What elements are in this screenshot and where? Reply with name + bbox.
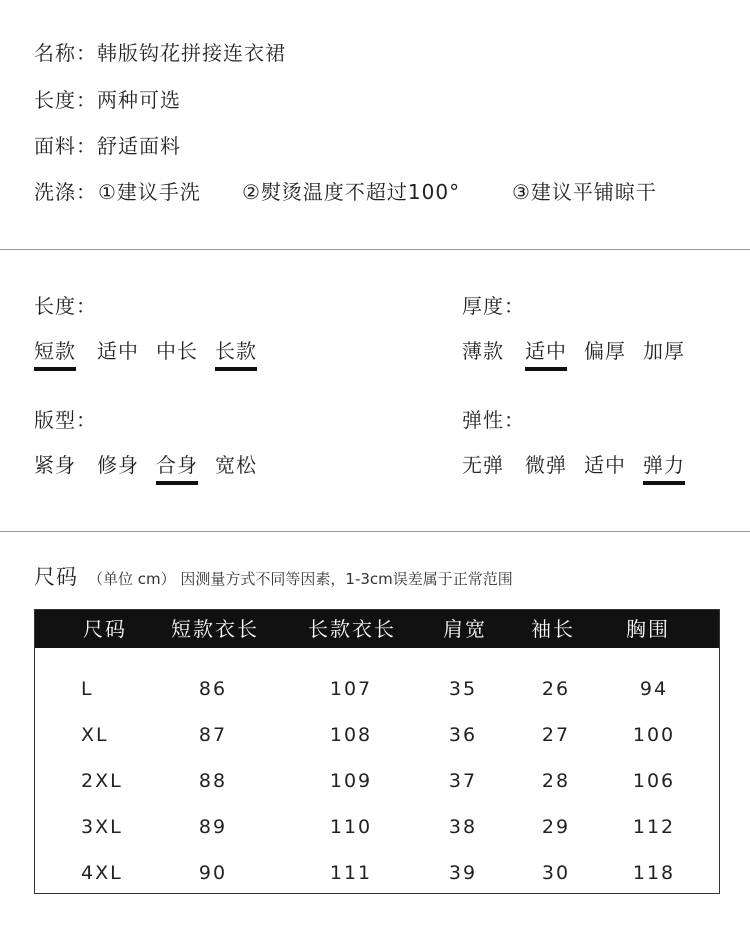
attr-option: 加厚	[643, 339, 685, 363]
table-cell: 88	[198, 770, 228, 792]
table-cell: 29	[541, 816, 571, 838]
attr-option: 宽松	[215, 453, 257, 477]
section-divider	[0, 531, 750, 532]
wash-item: ③建议平铺晾干	[512, 180, 657, 204]
product-length: 长度：两种可选	[34, 88, 181, 112]
attr-title-fit: 版型：	[34, 408, 97, 432]
attr-option: 偏厚	[584, 339, 626, 363]
section-divider	[0, 249, 750, 250]
table-cell: 106	[632, 770, 676, 792]
table-header-cell: 尺码	[83, 617, 127, 641]
table-row	[35, 666, 719, 712]
size-table	[34, 609, 720, 894]
table-header-cell: 肩宽	[443, 617, 487, 641]
table-cell: 90	[198, 862, 228, 884]
table-cell: 109	[329, 770, 373, 792]
attr-title-thickness: 厚度：	[462, 294, 525, 318]
attr-option: 无弹	[462, 453, 504, 477]
wash-item: ②熨烫温度不超过100°	[242, 180, 461, 204]
table-header-cell: 袖长	[531, 617, 575, 641]
table-cell: 27	[541, 724, 571, 746]
size-chart-title: 尺码	[34, 565, 78, 589]
attr-option: 长款	[215, 335, 257, 371]
attr-option: 适中	[584, 453, 626, 477]
table-cell: 36	[448, 724, 478, 746]
table-cell: 38	[448, 816, 478, 838]
table-cell: 30	[541, 862, 571, 884]
attr-title-length: 长度：	[34, 294, 97, 318]
product-name: 名称：韩版钩花拼接连衣裙	[34, 41, 286, 65]
table-cell: 110	[329, 816, 373, 838]
table-cell: 4XL	[81, 862, 123, 884]
table-cell: 112	[632, 816, 676, 838]
table-cell: 118	[632, 862, 676, 884]
table-row	[35, 712, 719, 758]
attr-option: 紧身	[34, 453, 76, 477]
table-row	[35, 758, 719, 804]
table-cell: 111	[329, 862, 373, 884]
attr-option: 短款	[34, 335, 76, 371]
size-chart-header	[34, 561, 513, 591]
size-table-header	[35, 610, 719, 648]
table-cell: L	[81, 678, 94, 700]
attr-option: 适中	[97, 339, 139, 363]
attr-option: 合身	[156, 449, 198, 485]
product-fabric: 面料：舒适面料	[34, 134, 181, 158]
table-cell: 28	[541, 770, 571, 792]
attr-option: 修身	[97, 453, 139, 477]
table-cell: 37	[448, 770, 478, 792]
attr-option: 弹力	[643, 449, 685, 485]
table-header-cell: 长款衣长	[308, 617, 396, 641]
table-cell: 100	[632, 724, 676, 746]
table-cell: 39	[448, 862, 478, 884]
attr-option: 适中	[525, 335, 567, 371]
table-cell: 2XL	[81, 770, 123, 792]
table-cell: 107	[329, 678, 373, 700]
table-cell: 86	[198, 678, 228, 700]
table-cell: 35	[448, 678, 478, 700]
wash-item: ①建议手洗	[98, 180, 201, 204]
wash-instructions	[34, 176, 734, 204]
table-header-cell: 胸围	[626, 617, 670, 641]
table-cell: 87	[198, 724, 228, 746]
attr-option: 中长	[156, 339, 198, 363]
table-row	[35, 804, 719, 850]
size-chart-note: （单位 cm） 因测量方式不同等因素，1-3cm误差属于正常范围	[88, 570, 513, 588]
table-cell: 89	[198, 816, 228, 838]
wash-label: 洗涤：	[34, 180, 97, 204]
attr-option: 微弹	[525, 453, 567, 477]
table-cell: 108	[329, 724, 373, 746]
table-cell: 3XL	[81, 816, 123, 838]
table-header-cell: 短款衣长	[171, 617, 259, 641]
table-row	[35, 850, 719, 896]
table-cell: 26	[541, 678, 571, 700]
attr-title-elasticity: 弹性：	[462, 408, 525, 432]
attr-option: 薄款	[462, 339, 504, 363]
table-cell: XL	[81, 724, 109, 746]
table-cell: 94	[639, 678, 669, 700]
